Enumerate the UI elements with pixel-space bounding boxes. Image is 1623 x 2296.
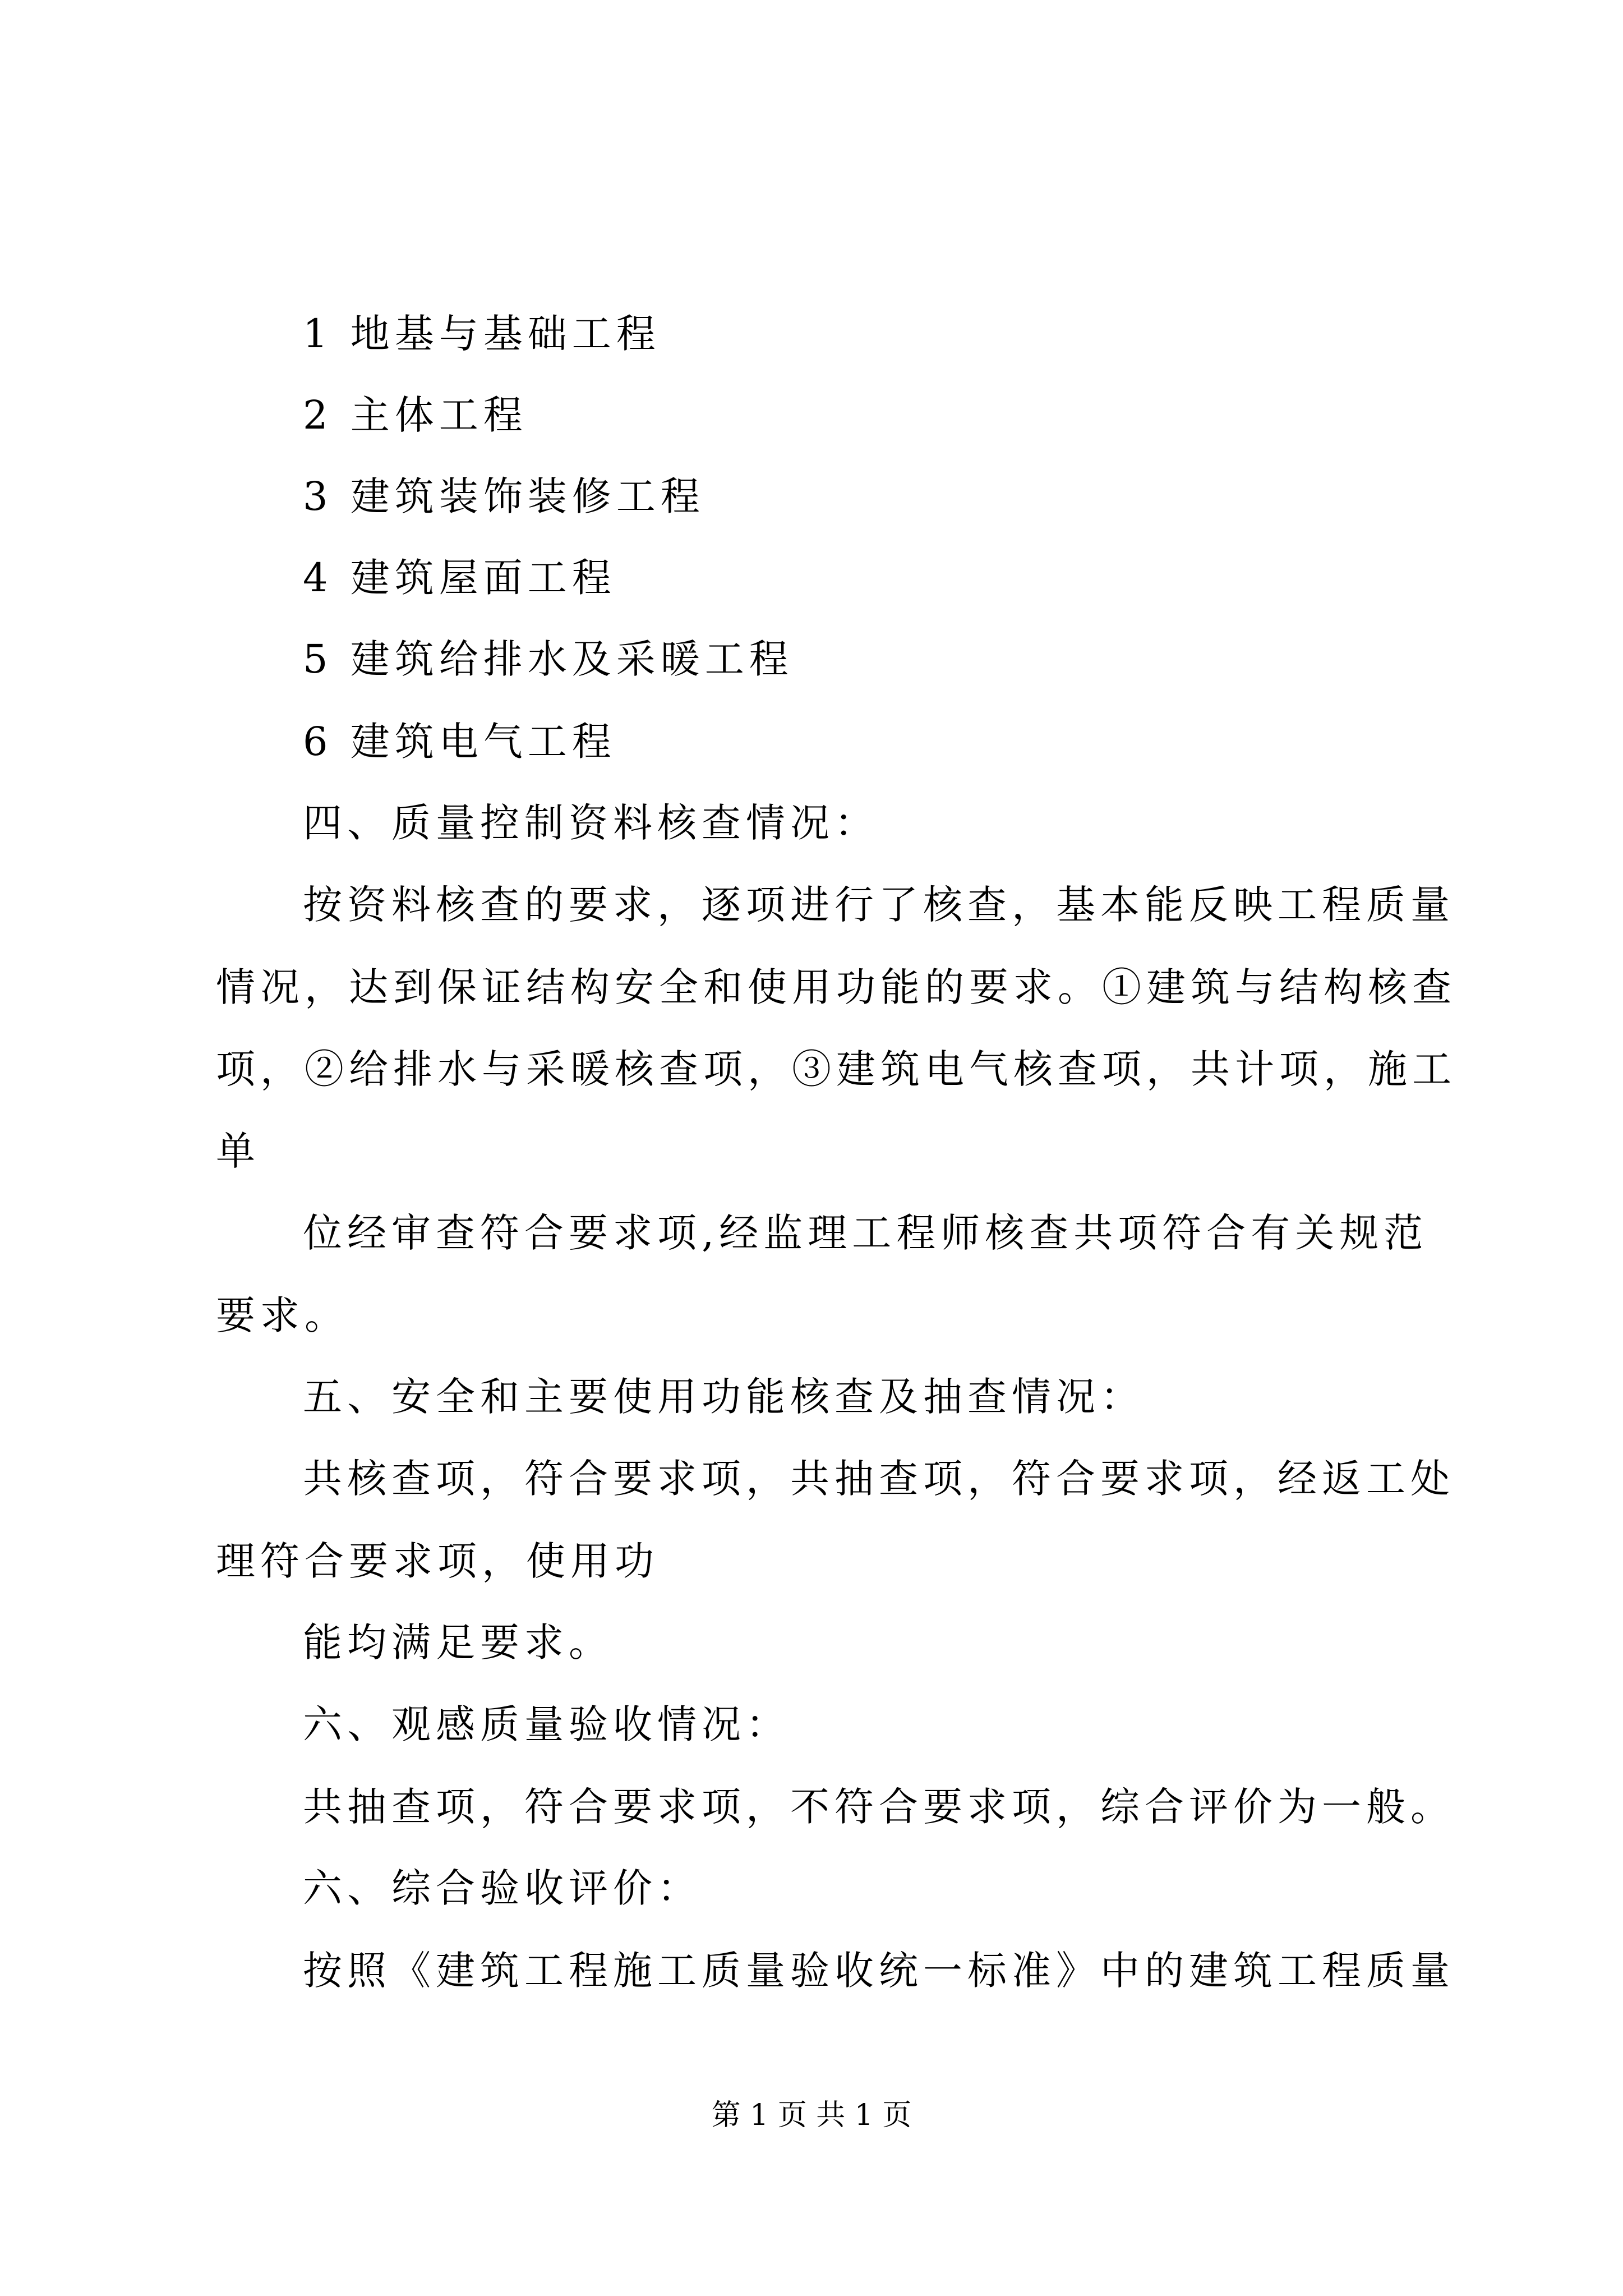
list-item-electrical: 6 建筑电气工程 xyxy=(303,719,616,765)
list-item-plumbing-heating: 5 建筑给排水及采暖工程 xyxy=(303,636,794,682)
list-item-main-structure: 2 主体工程 xyxy=(303,392,528,438)
paragraph-line: 能均满足要求。 xyxy=(303,1619,613,1665)
paragraph-line: 共核查项，符合要求项，共抽查项，符合要求项，经返工处 xyxy=(303,1456,1455,1502)
paragraph-line: 按资料核查的要求，逐项进行了核查，基本能反映工程质量 xyxy=(303,882,1455,928)
paragraph-line: 要求。 xyxy=(216,1292,349,1338)
paragraph-line: 项，②给排水与采暖核查项，③建筑电气核查项，共计项，施工 xyxy=(216,1046,1456,1092)
list-item-decoration: 3 建筑装饰装修工程 xyxy=(303,473,705,519)
paragraph-line: 按照《建筑工程施工质量验收统一标准》中的建筑工程质量 xyxy=(303,1948,1455,1994)
section-heading-4: 四、质量控制资料核查情况： xyxy=(303,800,879,846)
paragraph-line: 情况，达到保证结构安全和使用功能的要求。①建筑与结构核查 xyxy=(216,964,1456,1010)
section-heading-5: 五、安全和主要使用功能核查及抽查情况： xyxy=(303,1374,1145,1420)
paragraph-line: 理符合要求项，使用功 xyxy=(216,1538,659,1584)
paragraph-line: 共抽查项，符合要求项，不符合要求项，综合评价为一般。 xyxy=(303,1784,1455,1830)
list-item-foundation: 1 地基与基础工程 xyxy=(303,311,661,357)
paragraph-line: 单 xyxy=(216,1128,260,1174)
list-item-roofing: 4 建筑屋面工程 xyxy=(303,555,616,601)
page-footer: 第 1 页 共 1 页 xyxy=(711,2099,912,2132)
section-heading-6b: 六、综合验收评价： xyxy=(303,1865,702,1911)
section-heading-6: 六、观感质量验收情况： xyxy=(303,1701,790,1747)
paragraph-line: 位经审查符合要求项,经监理工程师核查共项符合有关规范 xyxy=(303,1210,1428,1256)
